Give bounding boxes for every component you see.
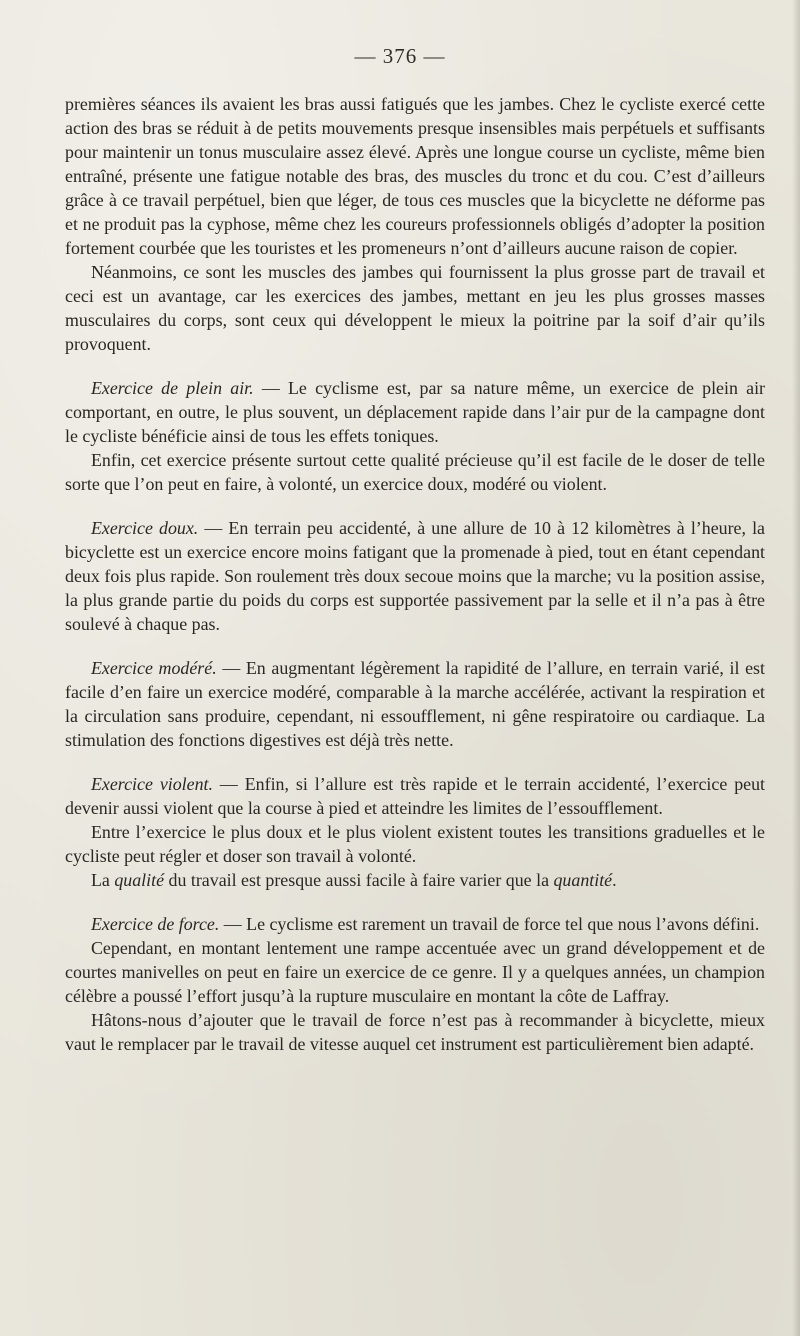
section-force — [65, 912, 765, 936]
section-heading: Exercice violent. — [91, 774, 213, 794]
italic-word: qualité — [114, 870, 165, 890]
section-heading: Exercice doux. — [91, 518, 199, 538]
section-text: — Le cyclisme est, par sa nature même, un exercice de plein air comportant, en outre, le plus souvent, un déplacement rapide dans l’air pur de la campagne dont le cycliste bénéficie ainsi de tous les effets toniques. — [65, 378, 765, 446]
paragraph: Hâtons-nous d’ajouter que le travail de force n’est pas à recommander à bicyclette, mieux vaut le remplacer par le travail de vitesse auquel cet instrument est particulièrement bien adapté. — [65, 1010, 765, 1054]
section-text: — Le cyclisme est rarement un travail de force tel que nous l’avons défini. — [219, 914, 760, 934]
paragraph: Cependant, en montant lentement une rampe accentuée avec un grand développement et de courtes manivelles on peut en faire un exercice de ce genre. Il y a quelques années, un champion célèbre a poussé l’effort jusqu’à la rupture musculaire en montant la côte de Laffray. — [65, 938, 765, 1006]
text-run: du travail est presque aussi facile à faire varier que la — [164, 870, 554, 890]
page-edge-shadow — [792, 0, 800, 1336]
paragraph — [65, 868, 765, 892]
section-heading: Exercice modéré. — [91, 658, 217, 678]
section-text: — En terrain peu accidenté, à une allure de 10 à 12 kilomètres à l’heure, la bicyclette est un exercice encore moins fatigant que la promenade à pied, tout en étant cependant deux fois plus rapide. Son roulement très doux secoue moins que la marche; vu la position assise, la plus grande partie du poids du corps est supportée passivement par la selle et il n’a pas à être soulevé à chaque pas. — [65, 518, 765, 634]
text-run: . — [612, 870, 617, 890]
section-plein-air — [65, 376, 765, 448]
section-heading: Exercice de force. — [91, 914, 220, 934]
page-number: — 376 — — [354, 44, 446, 68]
italic-word: quantité — [553, 870, 613, 890]
section-modere — [65, 656, 765, 752]
section-doux — [65, 516, 765, 636]
paragraph: Enfin, cet exercice présente surtout cette qualité précieuse qu’il est facile de le doser de telle sorte que l’on peut en faire, à volonté, un exercice doux, modéré ou violent. — [65, 450, 765, 494]
section-violent — [65, 772, 765, 820]
text-run: La — [91, 870, 115, 890]
paragraph: Néanmoins, ce sont les muscles des jambes qui fournissent la plus grosse part de travail et ceci est un avantage, car les exercices des jambes, mettant en jeu les plus grosses masses musculaires du corps, sont ceux qui développent le mieux la poitrine par la soif d’air qu’ils provoquent. — [65, 262, 765, 354]
body-text — [65, 92, 765, 1056]
paragraph: Entre l’exercice le plus doux et le plus violent existent toutes les transitions graduelles et le cycliste peut régler et doser son travail à volonté. — [65, 822, 765, 866]
section-text: — En augmentant légèrement la rapidité de l’allure, en terrain varié, il est facile d’en faire un exercice modéré, comparable à la marche accélérée, activant la respiration et la circulation sans produire, cependant, ni essoufflement, ni gêne respiratoire ou cardiaque. La stimulation des fonctions digestives est déjà très nette. — [65, 658, 765, 750]
section-text: — Enfin, si l’allure est très rapide et le terrain accidenté, l’exercice peut devenir aussi violent que la course à pied et atteindre les limites de l’essoufflement. — [65, 774, 766, 818]
section-heading: Exercice de plein air. — [91, 378, 254, 398]
paragraph: premières séances ils avaient les bras aussi fatigués que les jambes. Chez le cycliste exercé cette action des bras se réduit à de petits mouvements presque insensibles mais perpétuels et suffisants pour maintenir un tonus musculaire assez élevé. Après une longue course un cycliste, même bien entraîné, présente une fatigue notable des bras, des muscles du tronc et du cou. C’est d’ailleurs grâce à ce travail perpétuel, bien que léger, de tous ces muscles que la bicyclette ne déforme pas et ne produit pas la cyphose, même chez les coureurs professionnels obligés d’adopter la position fortement courbée que les touristes et les promeneurs n’ont d’ailleurs aucune raison de copier. — [65, 94, 765, 258]
